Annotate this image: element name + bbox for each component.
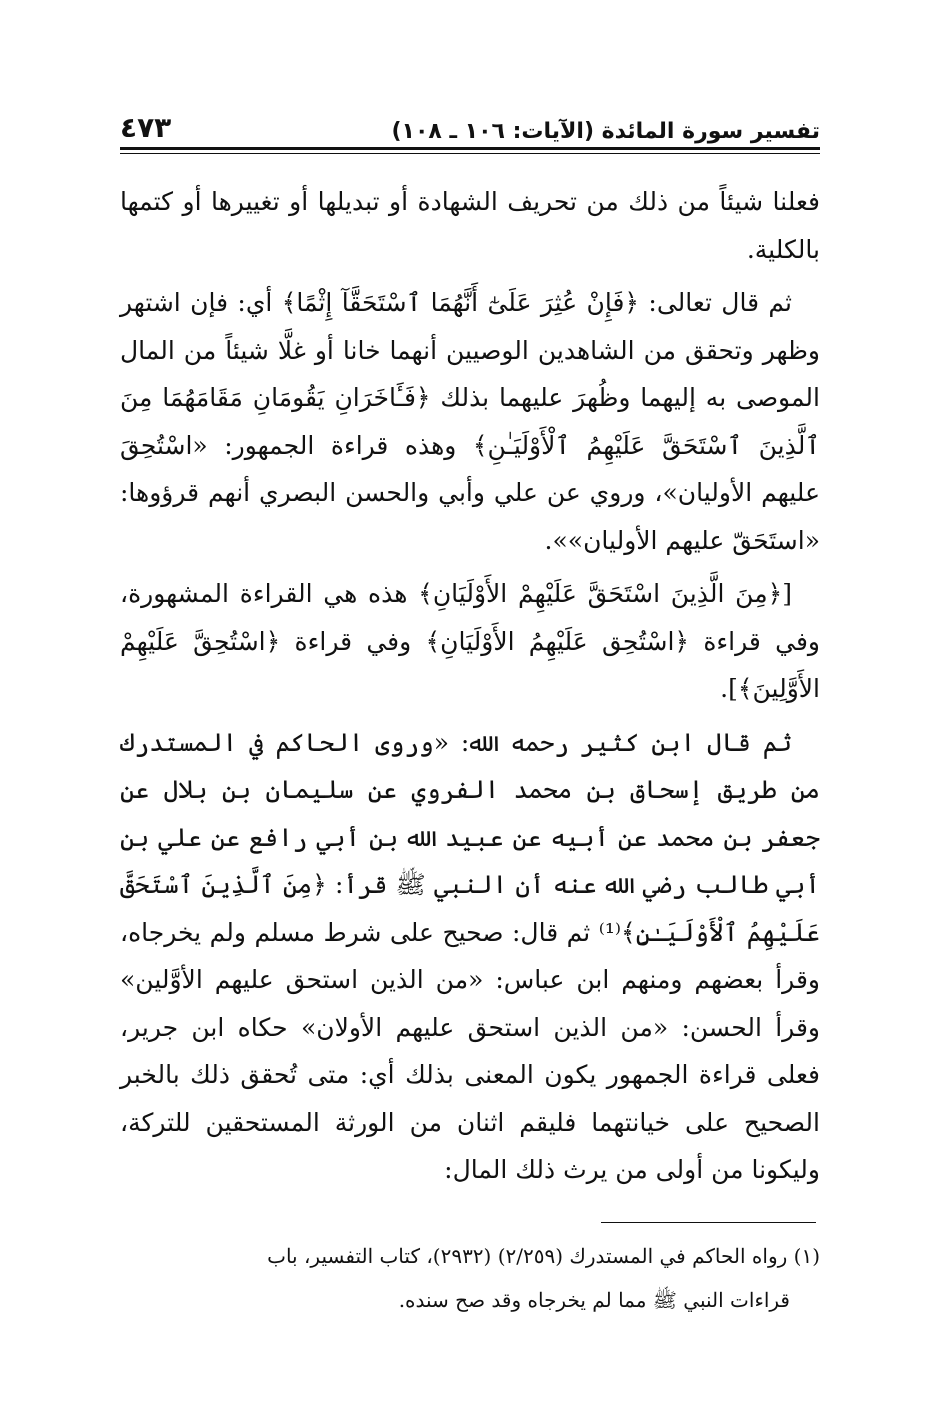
paragraph-3: [﴿مِنَ الَّذِينَ اسْتَحَقَّ عَلَيْهِمْ الأَوْلَيَانِ﴾ هذه هي القراءة المشهورة، وفي قراءة ﴿اسْتُحِق عَلَيْهِمُ الأَوْلَيَانِ﴾ وفي قراءة ﴿اسْتُحِقَّ عَلَيْهِمْ الأَوَّلِينَ﴾]. — [120, 579, 820, 703]
footnotes — [120, 1234, 820, 1322]
footnote-separator — [601, 1222, 816, 1223]
paragraph-1: فعلنا شيئاً من ذلك من تحريف الشهادة أو تبديلها أو تغييرها أو كتمها بالكلية. — [120, 187, 820, 264]
page-header — [120, 100, 820, 144]
page-number: ٤٧٣ — [120, 111, 172, 144]
footnote-1-line-1: (١) رواه الحاكم في المستدرك (٢/٢٥٩) (٢٩٣٢)، كتاب التفسير، باب — [267, 1244, 820, 1268]
running-title: تفسير سورة المائدة (الآيات: ١٠٦ ـ ١٠٨) — [391, 119, 820, 144]
header-rule-thin — [120, 153, 820, 154]
paragraph-4: ثم قال ابن كثير رحمه الله: «وروى الحاكم في المستدرك من طريق إسحاق بن محمد الفروي عن سليمان بن بلال عن جعفر بن محمد عن أبيه عن عبيد الله بن أبي رافع عن علي بن أبي طالب رضي الله عنه أن النبي ﷺ قرأ: ﴿مِنَ ٱلَّذِينَ ٱسْتَحَقَّ عَلَيْهِمُ ٱلْأَوْلَيَـٰنِ﴾⁽¹⁾ ثم قال: صحيح على شرط مسلم ولم يخرجاه، وقرأ بعضهم ومنهم ابن عباس: «من الذين استحق عليهم الأوَّلين» وقرأ الحسن: «من الذين استحق عليهم الأولان» حكاه ابن جرير، فعلى قراءة الجمهور يكون المعنى بذلك أي: متى تُحقق ذلك بالخبر الصحيح على خيانتهما فليقم اثنان من الورثة المستحقين للتركة، وليكونا من أولى من يرث ذلك المال: — [120, 727, 820, 1184]
main-text — [120, 178, 820, 1200]
paragraph-2: ثم قال تعالى: ﴿فَإِنْ عُثِرَ عَلَىٰٓ أَنَّهُمَا ٱسْتَحَقَّآ إِثْمًا﴾ أي: فإن اشتهر وظهر وتحقق من الشاهدين الوصيين أنهما خانا أو غلَّا شيئاً من المال الموصى به إليهما وظُهرَ عليهما بذلك ﴿فَـَٔاخَرَانِ يَقُومَانِ مَقَامَهُمَا مِنَ ٱلَّذِينَ ٱسْتَحَقَّ عَلَيْهِمُ ٱلْأَوْلَيَـٰنِ﴾ وهذه قراءة الجمهور: «اسْتُحِقَ عليهم الأوليان»، وروي عن علي وأبي والحسن البصري أنهم قرؤوها: «استَحَقّ عليهم الأوليان»». — [120, 288, 820, 555]
header-rule — [120, 147, 820, 150]
footnote-1-line-2: قراءات النبي ﷺ مما لم يخرجاه وقد صح سنده. — [398, 1288, 790, 1312]
